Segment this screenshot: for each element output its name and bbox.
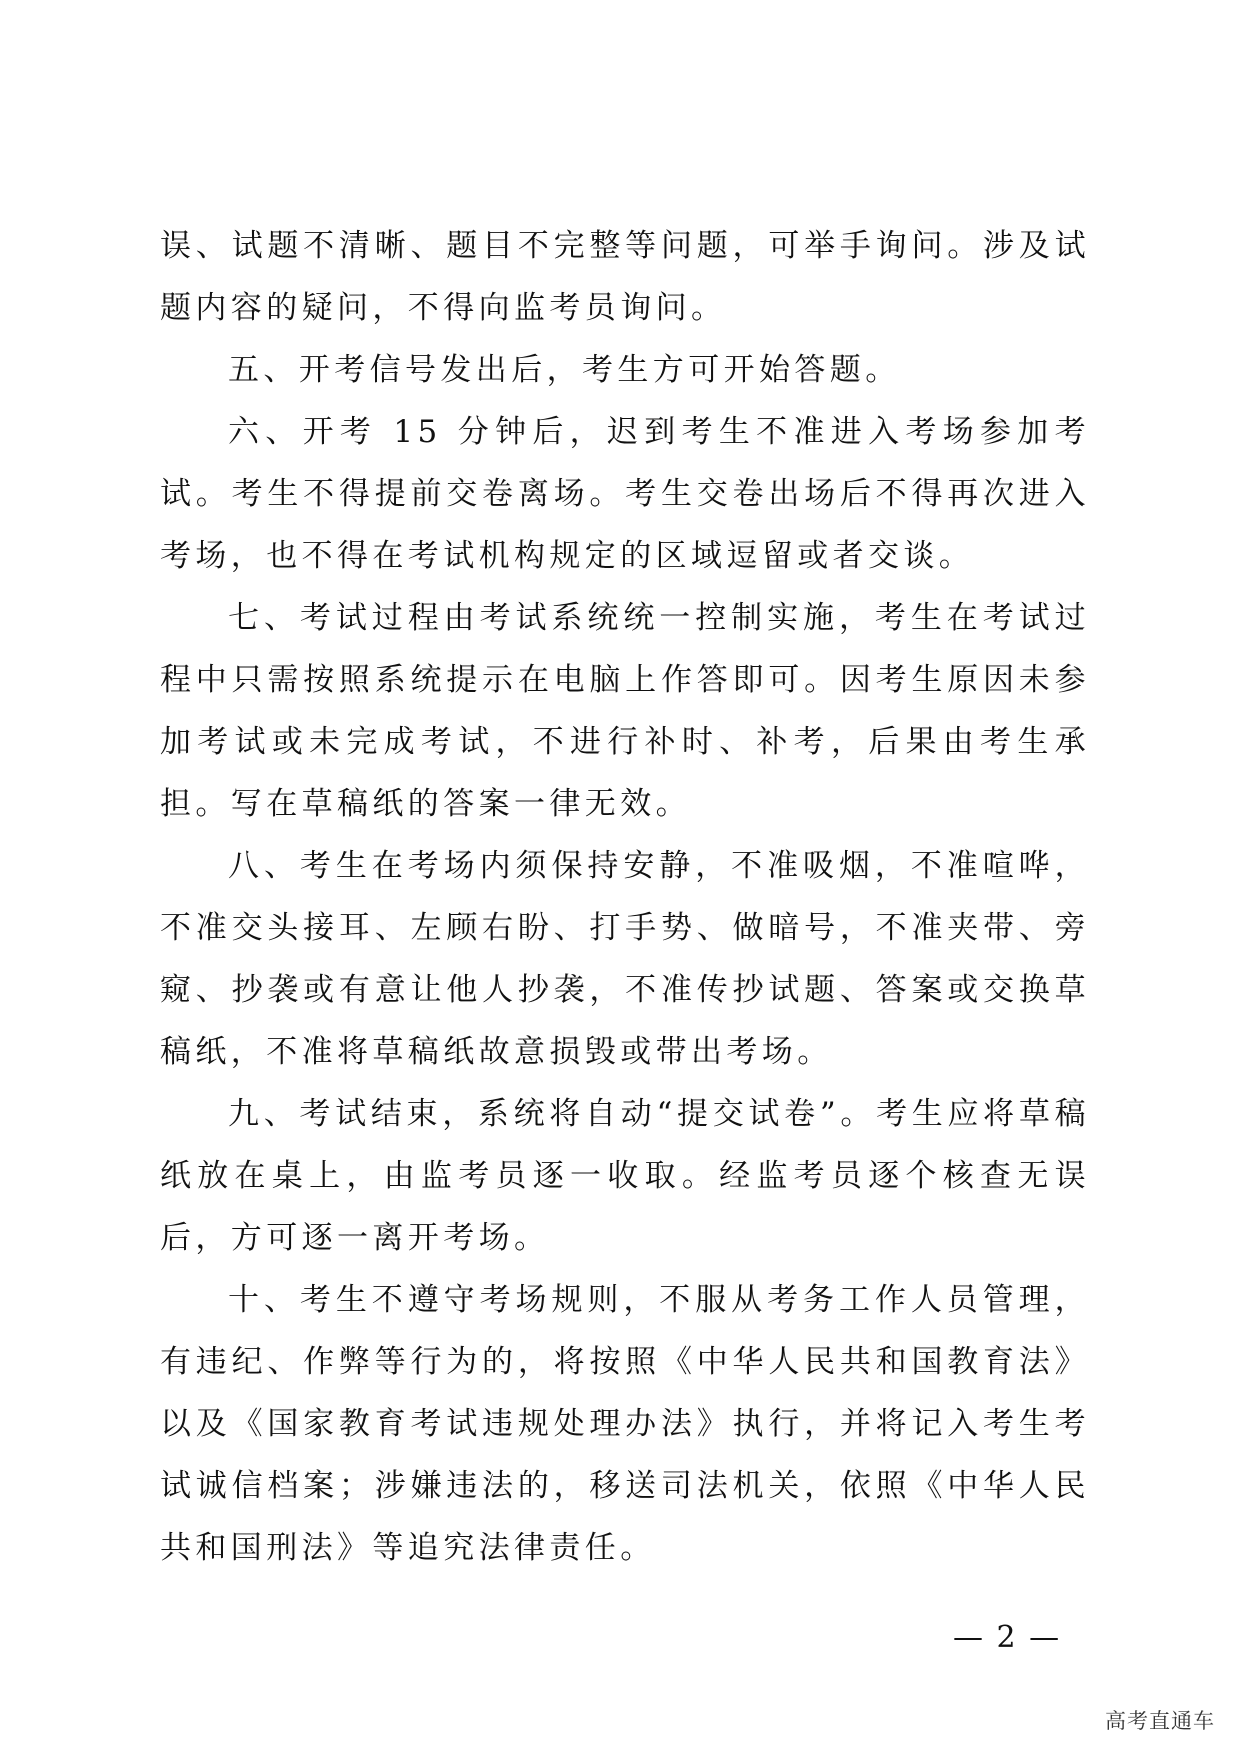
paragraph-rule-10: 十、考生不遵守考场规则，不服从考务工作人员管理，有违纪、作弊等行为的，将按照《中华人民共和国教育法》以及《国家教育考试违规处理办法》执行，并将记入考生考试诚信档案；涉嫌违法的，移送司法机关，依照《中华人民共和国刑法》等追究法律责任。 — [160, 1282, 1090, 1566]
paragraph-rule-9: 九、考试结束，系统将自动“提交试卷”。考生应将草稿纸放在桌上，由监考员逐一收取。经监考员逐个核查无误后，方可逐一离开考场。 — [160, 1096, 1090, 1256]
paragraph-continuation: 误、试题不清晰、题目不完整等问题，可举手询问。涉及试题内容的疑问，不得向监考员询问。 — [160, 228, 1090, 326]
watermark-text: 高考直通车 — [1105, 1709, 1215, 1733]
paragraph-rule-6: 六、开考 15 分钟后，迟到考生不准进入考场参加考试。考生不得提前交卷离场。考生交卷出场后不得再次进入考场，也不得在考试机构规定的区域逗留或者交谈。 — [160, 414, 1090, 574]
paragraph-rule-8: 八、考生在考场内须保持安静，不准吸烟，不准喧哗，不准交头接耳、左顾右盼、打手势、做暗号，不准夹带、旁窥、抄袭或有意让他人抄袭，不准传抄试题、答案或交换草稿纸，不准将草稿纸故意损毁或带出考场。 — [160, 848, 1090, 1070]
document-body — [160, 215, 1090, 1579]
paragraph-rule-5: 五、开考信号发出后，考生方可开始答题。 — [228, 352, 901, 388]
page-number: — 2 — — [953, 1620, 1062, 1655]
paragraph-rule-7: 七、考试过程由考试系统统一控制实施，考生在考试过程中只需按照系统提示在电脑上作答即可。因考生原因未参加考试或未完成考试，不进行补时、补考，后果由考生承担。写在草稿纸的答案一律无效。 — [160, 600, 1090, 822]
